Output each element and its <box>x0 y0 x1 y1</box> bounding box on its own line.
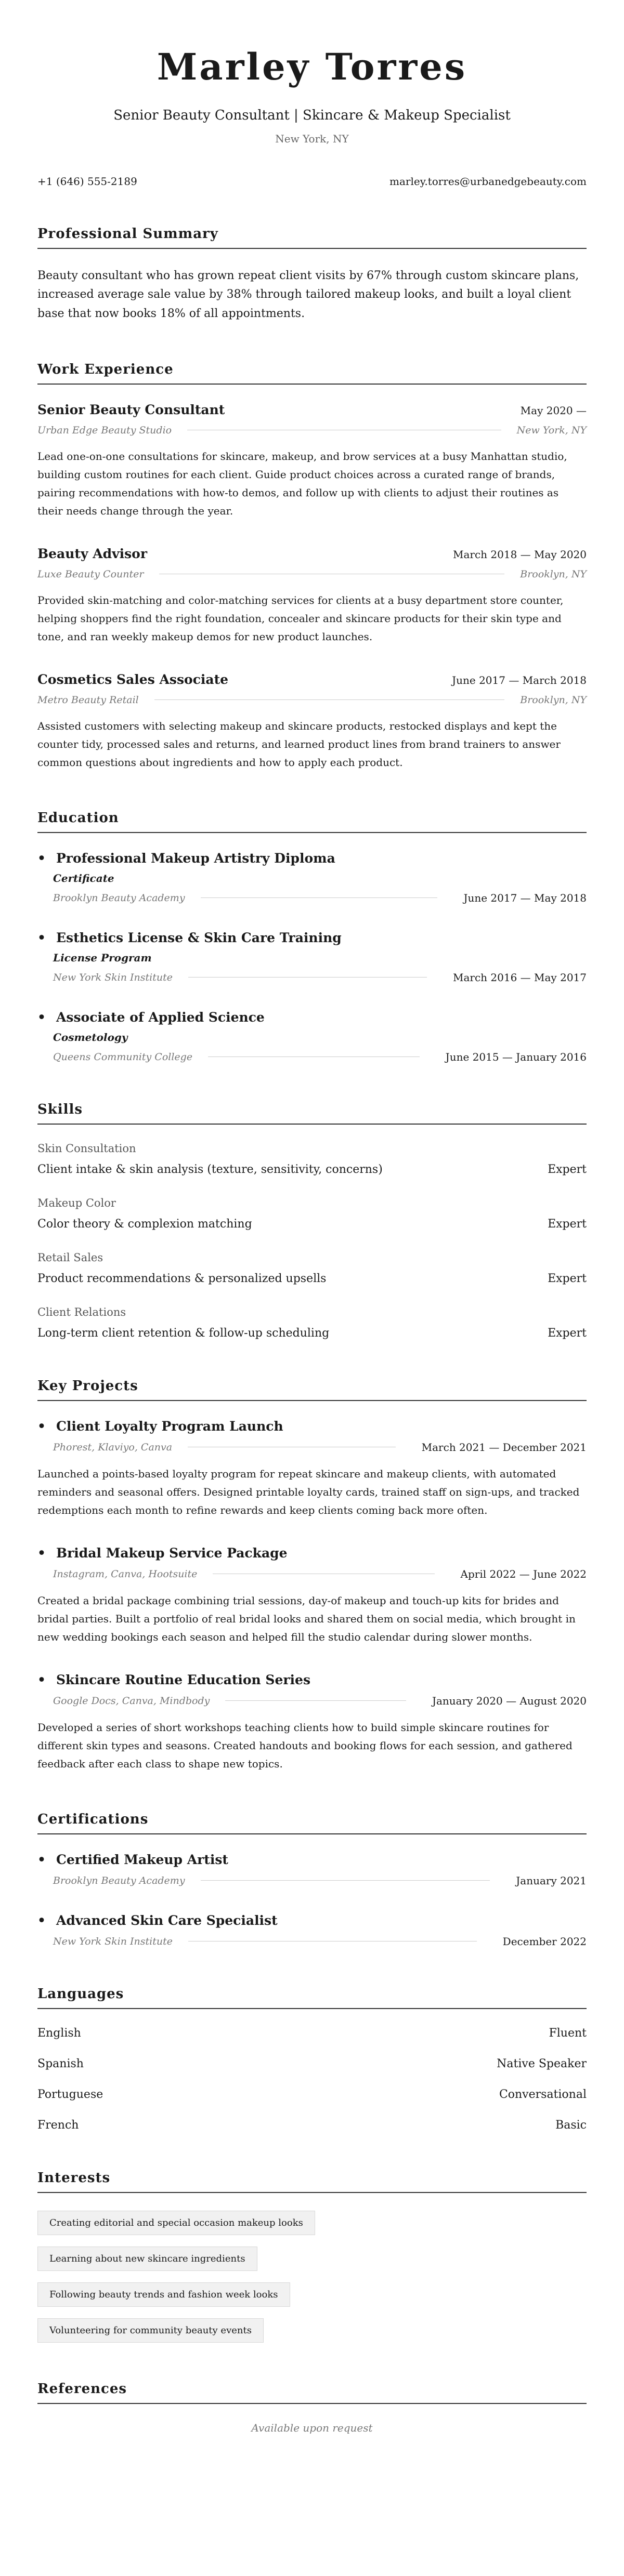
project-description: Created a bridal package combining trial sessions, day-of makeup and touch-up kits for brides and bridal parties. Built a portfolio of real bridal looks and shared them on social media, which brought in new wedding bookings each season and helped fill the studio calendar during slower months. <box>37 1594 576 1643</box>
leader-line <box>201 1880 490 1881</box>
project-dates: January 2020 — August 2020 <box>432 1694 587 1707</box>
skill-category: Retail Sales <box>37 1251 103 1264</box>
certification-issuer: Brooklyn Beauty Academy <box>53 1874 185 1886</box>
section-title: Education <box>37 810 587 833</box>
school-name: Brooklyn Beauty Academy <box>53 892 185 904</box>
project-title: Bridal Makeup Service Package <box>56 1545 288 1561</box>
language-level: Conversational <box>499 2088 587 2101</box>
summary-text: Beauty consultant who has grown repeat client visits by 67% through custom skincare plans, increased average sale value by 38% through tailored makeup looks, and built a loyal client base that now books 18% of all appointments. <box>37 269 579 320</box>
job-description: Assisted customers with selecting makeup and skincare products, restocked displays and kept the counter tidy, processed sales and returns, and learned product lines from brand trainers to answer common questions about ingredients and how to apply each product. <box>37 719 561 769</box>
references-section <box>37 2381 587 2434</box>
language-level: Fluent <box>549 2026 587 2040</box>
leader-line <box>154 699 505 700</box>
section-title: Languages <box>37 1986 587 2009</box>
experience-entry <box>37 546 587 646</box>
company-name: Urban Edge Beauty Studio <box>37 424 172 436</box>
certification-issuer: New York Skin Institute <box>53 1935 173 1947</box>
degree-name: Cosmetology <box>53 1031 128 1043</box>
language-row <box>37 2119 587 2132</box>
education-entry <box>37 1010 587 1063</box>
project-entry <box>37 1419 587 1520</box>
skill-group <box>37 1306 587 1340</box>
skill-category: Makeup Color <box>37 1196 116 1209</box>
degree-name: License Program <box>53 951 152 964</box>
project-description: Developed a series of short workshops teaching clients how to build simple skincare routines for different skin types and seasons. Created handouts and booking flows for each session, and gathered feedback after each class to shape new topics. <box>37 1721 573 1770</box>
job-dates: May 2020 — <box>520 404 587 417</box>
program-title: Associate of Applied Science <box>56 1009 265 1025</box>
language-row <box>37 2088 587 2101</box>
bullet-icon: • <box>37 1009 46 1025</box>
company-name: Metro Beauty Retail <box>37 694 139 706</box>
contact-row <box>37 175 587 188</box>
candidate-location: New York, NY <box>275 133 349 145</box>
skills-section <box>37 1102 587 1340</box>
bullet-icon: • <box>37 1545 46 1561</box>
job-title: Cosmetics Sales Associate <box>37 671 229 687</box>
job-title: Beauty Advisor <box>37 546 148 561</box>
program-title: Professional Makeup Artistry Diploma <box>56 850 335 866</box>
skill-category: Client Relations <box>37 1305 126 1318</box>
leader-line <box>201 897 438 898</box>
project-dates: April 2022 — June 2022 <box>460 1567 587 1580</box>
projects-section <box>37 1378 587 1773</box>
bullet-icon: • <box>37 930 46 945</box>
section-title: Interests <box>37 2170 587 2193</box>
certification-title: Advanced Skin Care Specialist <box>56 1912 278 1928</box>
section-title: Work Experience <box>37 362 587 385</box>
skill-level: Expert <box>548 1326 587 1340</box>
company-name: Luxe Beauty Counter <box>37 568 144 580</box>
interest-chip: Volunteering for community beauty events <box>37 2318 264 2343</box>
skill-name: Long-term client retention & follow-up scheduling <box>37 1326 330 1340</box>
skill-group <box>37 1251 587 1285</box>
job-location: Brooklyn, NY <box>520 568 587 580</box>
school-name: New York Skin Institute <box>53 971 173 983</box>
email-address[interactable]: marley.torres@urbanedgebeauty.com <box>389 175 587 188</box>
section-title: Certifications <box>37 1812 587 1834</box>
skill-name: Product recommendations & personalized upsells <box>37 1272 327 1285</box>
section-title: Skills <box>37 1102 587 1125</box>
certification-entry <box>37 1913 587 1948</box>
school-name: Queens Community College <box>53 1051 193 1063</box>
education-dates: March 2016 — May 2017 <box>453 971 587 984</box>
section-title: Professional Summary <box>37 226 587 249</box>
education-entry <box>37 930 587 984</box>
certification-date: January 2021 <box>516 1874 587 1887</box>
section-title: Key Projects <box>37 1378 587 1401</box>
project-entry <box>37 1672 587 1773</box>
education-dates: June 2017 — May 2018 <box>463 891 587 904</box>
skill-level: Expert <box>548 1272 587 1285</box>
language-name: Portuguese <box>37 2088 103 2101</box>
skill-level: Expert <box>548 1217 587 1231</box>
candidate-name: Marley Torres <box>157 45 467 88</box>
bullet-icon: • <box>37 1672 46 1687</box>
leader-line <box>225 1700 406 1701</box>
language-name: Spanish <box>37 2057 84 2070</box>
experience-section <box>37 362 587 772</box>
project-tools: Phorest, Klaviyo, Canva <box>53 1441 173 1453</box>
certification-date: December 2022 <box>502 1935 587 1948</box>
interest-chip: Creating editorial and special occasion makeup looks <box>37 2211 315 2235</box>
project-entry <box>37 1545 587 1646</box>
degree-name: Certificate <box>53 871 114 884</box>
language-level: Basic <box>555 2118 587 2132</box>
languages-section <box>37 1986 587 2132</box>
education-entry <box>37 851 587 904</box>
skill-group <box>37 1142 587 1176</box>
bullet-icon: • <box>37 1912 46 1928</box>
language-level: Native Speaker <box>497 2057 587 2070</box>
program-title: Esthetics License & Skin Care Training <box>56 930 342 945</box>
job-location: New York, NY <box>516 424 587 436</box>
skill-category: Skin Consultation <box>37 1142 136 1155</box>
job-description: Lead one-on-one consultations for skincare, makeup, and brow services at a busy Manhattan studio, building custom routines for each client. Guide product choices across a curated range of brands, pairing recommendations with how-to demos, and follow up with clients to adjust their routines as their needs change through the year. <box>37 450 567 517</box>
project-title: Client Loyalty Program Launch <box>56 1418 283 1434</box>
bullet-icon: • <box>37 1418 46 1434</box>
certification-entry <box>37 1852 587 1887</box>
certifications-section <box>37 1812 587 1948</box>
interests-section <box>37 2170 587 2343</box>
skill-name: Client intake & skin analysis (texture, sensitivity, concerns) <box>37 1162 383 1176</box>
language-name: French <box>37 2118 79 2132</box>
job-dates: June 2017 — March 2018 <box>452 673 587 686</box>
project-title: Skincare Routine Education Series <box>56 1672 311 1687</box>
bullet-icon: • <box>37 1852 46 1867</box>
skill-level: Expert <box>548 1162 587 1176</box>
project-tools: Instagram, Canva, Hootsuite <box>53 1568 198 1580</box>
phone-number: +1 (646) 555-2189 <box>37 175 137 188</box>
project-description: Launched a points-based loyalty program for repeat skincare and makeup clients, with automated reminders and seasonal offers. Designed printable loyalty cards, trained staff on sign-ups, and tracked redemptions each month to refine rewards and keep clients coming back more often. <box>37 1467 580 1516</box>
certification-title: Certified Makeup Artist <box>56 1852 228 1867</box>
project-dates: March 2021 — December 2021 <box>421 1441 587 1454</box>
language-row <box>37 2057 587 2070</box>
references-note: Available upon request <box>251 2421 373 2434</box>
job-title: Senior Beauty Consultant <box>37 402 225 417</box>
leader-line <box>208 1056 420 1057</box>
skill-group <box>37 1197 587 1231</box>
bullet-icon: • <box>37 850 46 866</box>
interest-chip: Learning about new skincare ingredients <box>37 2247 257 2271</box>
education-dates: June 2015 — January 2016 <box>445 1050 587 1063</box>
job-dates: March 2018 — May 2020 <box>453 548 587 561</box>
candidate-headline: Senior Beauty Consultant | Skincare & Makeup Specialist <box>113 108 511 123</box>
job-description: Provided skin-matching and color-matching services for clients at a busy department store counter, helping shoppers find the right foundation, concealer and skincare products for their skin type and tone, and ran weekly makeup demos for new product launches. <box>37 593 564 643</box>
resume-header <box>37 0 587 145</box>
job-location: Brooklyn, NY <box>520 694 587 706</box>
interest-list <box>37 2211 587 2343</box>
language-row <box>37 2027 587 2040</box>
project-tools: Google Docs, Canva, Mindbody <box>53 1695 210 1707</box>
section-title: References <box>37 2381 587 2404</box>
experience-entry <box>37 402 587 520</box>
education-section <box>37 810 587 1063</box>
language-name: English <box>37 2026 81 2040</box>
interest-chip: Following beauty trends and fashion week looks <box>37 2282 290 2307</box>
experience-entry <box>37 672 587 772</box>
summary-section <box>37 226 587 323</box>
skill-name: Color theory & complexion matching <box>37 1217 252 1231</box>
